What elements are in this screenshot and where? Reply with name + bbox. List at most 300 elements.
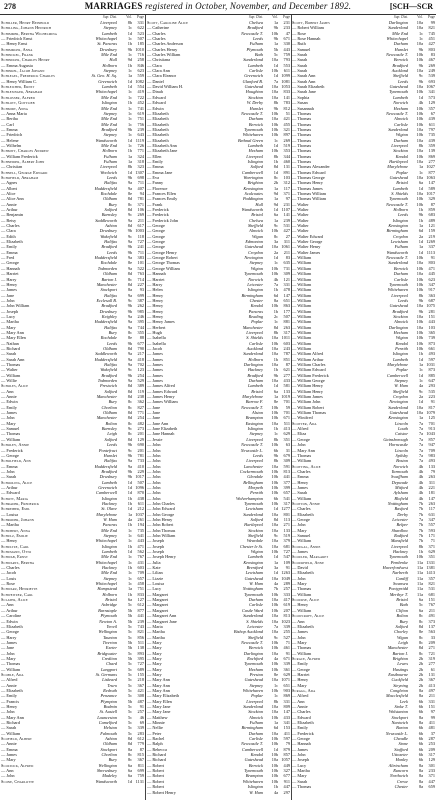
- entry-district: Chester: [394, 784, 408, 790]
- entry-page: 139: [428, 148, 435, 154]
- entry-page: 129: [428, 757, 435, 763]
- entry-name: — Willie: [1, 378, 17, 384]
- entry-volume: 10b: [271, 645, 278, 651]
- entry-volume: 8b: [127, 164, 132, 170]
- entry-district: Weardale: [246, 538, 263, 544]
- entry-page: 522: [137, 265, 144, 271]
- entry-district: Wandsworth: [386, 249, 408, 255]
- entry-page: 87: [139, 746, 144, 752]
- entry-district: Islington: [101, 543, 117, 549]
- entry-page: 201: [137, 447, 144, 453]
- entry-page: 379: [283, 538, 290, 544]
- entry-name: — Elizabeth: [292, 720, 314, 726]
- entry-name: — John William: [147, 533, 176, 538]
- entry-page: 631: [428, 511, 435, 517]
- entry-page: 194: [137, 522, 144, 528]
- entry-page: 309: [283, 271, 290, 277]
- entry-name: — Henry: [1, 281, 18, 287]
- entry-district: Sunderland: [243, 704, 263, 709]
- entry-district: Bolton: [105, 420, 117, 426]
- entry-name: — Mary: [147, 666, 162, 672]
- entry-name: — Thomas: [292, 110, 312, 116]
- entry-page: 63: [285, 442, 290, 448]
- entry-volume: 10b: [416, 287, 423, 293]
- entry-name: — Sarah Elizabeth: [292, 84, 325, 90]
- entry-page: 129: [428, 100, 435, 106]
- entry-volume: 10b: [416, 255, 423, 261]
- entry-page: 547: [283, 554, 290, 560]
- entry-page: 783: [283, 100, 290, 106]
- entry-name: — Hugh: [147, 329, 162, 335]
- entry-volume: 7a: [273, 78, 278, 84]
- entry-name: Schreiber, Emil: [1, 506, 30, 512]
- entry-district: Radford: [394, 533, 408, 538]
- entry-name: — Rachel: [147, 736, 165, 742]
- entry-name: — Friedrich Ernst: [1, 36, 33, 42]
- entry-name: — James: [147, 356, 163, 362]
- entry-name: — John: [147, 442, 161, 448]
- entry-name: — William: [292, 607, 312, 613]
- entry-district: Sheffield: [247, 533, 263, 538]
- entry-name: — Thomas William: [292, 191, 327, 196]
- entry-volume: 6b: [418, 752, 423, 758]
- entry-name: Scourse, Alice: [292, 597, 320, 603]
- entry-district: Leeds: [397, 78, 408, 84]
- entry-volume: 5c: [127, 661, 132, 667]
- entry-name: — George: [292, 666, 310, 672]
- entry-page: 88: [139, 335, 144, 341]
- entry-name: — Walter: [292, 212, 309, 218]
- entry-district: Bristol: [105, 597, 117, 603]
- entry-page: 1081: [281, 78, 290, 84]
- entry-volume: 10b: [271, 132, 278, 138]
- entry-name: Scholes, Alice: [1, 383, 29, 389]
- entry-page: 271: [283, 522, 290, 528]
- entry-name: — Annie: [1, 394, 17, 400]
- entry-district: Liskeard: [102, 677, 117, 683]
- entry-volume: 8b: [273, 698, 278, 704]
- entry-district: Altrincham: [388, 762, 408, 768]
- entry-district: Newcastle T.: [241, 404, 263, 410]
- entry-volume: 4b: [418, 474, 423, 480]
- entry-page: 711: [137, 180, 144, 186]
- entry-name: — Sophia: [292, 94, 310, 100]
- entry-page: 93: [139, 287, 144, 293]
- entry-page: 833: [283, 89, 290, 95]
- entry-page: 181: [428, 490, 435, 496]
- entry-volume: 8b: [273, 458, 278, 464]
- entry-page: 716: [137, 52, 144, 58]
- entry-district: Bradford: [101, 126, 117, 132]
- entry-district: Runcorn: [393, 768, 408, 774]
- entry-volume: 1b: [273, 426, 278, 432]
- entry-volume: 10a: [271, 613, 278, 619]
- entry-district: Dewsbury: [99, 474, 117, 480]
- entry-name: — Mary: [147, 671, 162, 677]
- entry-district: Clifton: [396, 607, 408, 613]
- entry-volume: 10b: [416, 89, 423, 95]
- entry-volume: 10a: [271, 345, 278, 351]
- entry-district: Brentford: [246, 565, 263, 571]
- entry-page: 362: [137, 399, 144, 405]
- entry-name: — Florence: [147, 185, 168, 191]
- entry-district: Newcastle T.: [241, 741, 263, 747]
- entry-page: 231: [283, 201, 290, 207]
- entry-name: — William: [292, 329, 312, 335]
- entry-name: — John: [1, 773, 15, 779]
- entry-page: 903: [283, 687, 290, 693]
- entry-page: 458: [137, 581, 144, 587]
- entry-volume: 8a: [418, 773, 423, 779]
- entry-district: Hackney: [247, 367, 263, 373]
- entry-page: 327: [283, 768, 290, 774]
- entry-page: 330: [283, 41, 290, 47]
- entry-volume: 10a: [416, 191, 423, 196]
- entry-district: Birmingham: [241, 292, 263, 298]
- entry-district: Pontefract: [98, 447, 117, 453]
- entry-volume: 8c: [127, 399, 132, 405]
- entry-page: 333: [283, 591, 290, 597]
- entry-name: — John Edward: [147, 506, 175, 512]
- entry-page: 239: [137, 618, 144, 624]
- entry-district: Leeds: [106, 442, 117, 448]
- entry-district: Stockport: [100, 746, 117, 752]
- entry-volume: 10a: [271, 89, 278, 95]
- column-right: [292, 15, 435, 800]
- entry-volume: 10b: [271, 468, 278, 474]
- entry-district: Gateshead: [244, 757, 263, 763]
- entry-district: Rochford: [247, 655, 263, 661]
- entry-district: Boston: [396, 458, 408, 464]
- entry-volume: 7b: [273, 586, 278, 592]
- entry-district: Kensington: [388, 415, 408, 421]
- entry-name: — Sarah Jane: [292, 89, 316, 95]
- entry-district: Whitechapel: [95, 538, 117, 544]
- entry-district: Leek: [399, 698, 408, 704]
- entry-page: 821: [428, 581, 435, 587]
- entry-page: 629: [428, 549, 435, 555]
- entry-page: 573: [428, 94, 435, 100]
- header-page: Page: [428, 15, 435, 19]
- entry-volume: 10b: [271, 271, 278, 277]
- entry-name: — Henry: [147, 297, 164, 303]
- entry-district: Wakefield: [100, 367, 117, 373]
- entry-district: Pembroke: [390, 559, 408, 565]
- entry-name: — Alice: [1, 191, 16, 196]
- entry-district: Liverpool: [246, 153, 263, 159]
- entry-district: Madeley: [102, 773, 117, 779]
- entry-volume: 4b: [418, 490, 423, 496]
- entry-volume: 7a: [418, 452, 423, 458]
- entry-page: 493: [428, 458, 435, 464]
- entry-name: — James William: [147, 399, 178, 405]
- entry-district: Wigton: [395, 335, 408, 341]
- entry-volume: 8a: [418, 720, 423, 726]
- entry-volume: 1b: [127, 62, 132, 68]
- entry-volume: 1d: [127, 549, 132, 555]
- entry-page: 643: [137, 132, 144, 138]
- entry-page: 1017: [135, 474, 144, 480]
- entry-volume: 1c: [127, 142, 132, 148]
- entry-district: Whitechapel: [95, 89, 117, 95]
- entry-name: Sclater, Alice: [1, 597, 28, 603]
- entry-district: Lambeth: [101, 549, 117, 555]
- entry-page: 339: [283, 623, 290, 629]
- entry-name: — Elizabeth: [147, 126, 169, 132]
- entry-district: Northwich: [389, 773, 408, 779]
- entry-name: — Joseph: [147, 549, 165, 555]
- entry-district: Bolton: [396, 613, 408, 619]
- entry-district: Hartlepool: [389, 158, 408, 164]
- entry-volume: 1c: [127, 538, 132, 544]
- entry-district: Norwich: [393, 463, 408, 469]
- entry-volume: 10a: [271, 57, 278, 63]
- entry-volume: 5c: [127, 671, 132, 677]
- entry-volume: 4a: [273, 655, 278, 661]
- entry-district: St. Pancras: [97, 41, 117, 47]
- entry-district: Gateshead: [244, 84, 263, 90]
- entry-volume: 5c: [127, 602, 132, 608]
- entry-volume: 1c: [273, 319, 278, 325]
- entry-volume: 5c: [127, 709, 132, 715]
- entry-page: 735: [428, 132, 435, 138]
- entry-district: Carlisle: [249, 602, 263, 608]
- entry-name: — Ellen: [147, 153, 162, 159]
- entry-volume: 10b: [271, 228, 278, 234]
- entry-name: — Lucy: [147, 586, 162, 592]
- entry-district: Bristol: [251, 212, 263, 218]
- entry-district: Newcastle T.: [241, 639, 263, 645]
- entry-district: Liverpool: [391, 142, 408, 148]
- entry-name: — Isabella: [147, 340, 166, 346]
- entry-volume: 6d: [273, 292, 278, 298]
- entry-district: Islington: [392, 217, 408, 223]
- entry-name: — Henry: [1, 704, 18, 709]
- entry-district: Whitechapel: [95, 559, 117, 565]
- entry-name: — Arthur: [1, 484, 18, 490]
- entry-name: — William: [292, 319, 312, 325]
- entry-volume: 9b: [127, 126, 132, 132]
- entry-district: St. Austell: [99, 709, 117, 715]
- entry-name: — James Henry: [147, 394, 175, 400]
- entry-page: 856: [137, 634, 144, 640]
- entry-name: Schlesinger, Abraham: [1, 89, 43, 95]
- header-volume: Vol.: [417, 15, 423, 19]
- entry-volume: 10a: [271, 538, 278, 544]
- entry-page: 141: [283, 94, 290, 100]
- entry-volume: 8d: [273, 164, 278, 170]
- entry-volume: 11a: [416, 575, 423, 581]
- entry-page: 87: [285, 362, 290, 367]
- entry-page: 877: [137, 607, 144, 613]
- entry-district: Croydon: [248, 249, 263, 255]
- entry-page: 877: [428, 169, 435, 175]
- entry-district: Huddersfield: [94, 255, 117, 261]
- entry-volume: 9c: [273, 634, 278, 640]
- entry-name: — William: [292, 324, 312, 330]
- entry-volume: 8e: [127, 191, 132, 196]
- entry-district: Carlisle: [249, 736, 263, 742]
- entry-page: 317: [428, 752, 435, 758]
- entry-name: — John: [1, 709, 15, 715]
- entry-district: Whitehaven: [242, 778, 263, 784]
- entry-page: 289: [283, 581, 290, 587]
- entry-volume: 8a: [418, 778, 423, 784]
- entry-page: 133: [283, 527, 290, 533]
- entry-volume: 1d: [273, 554, 278, 560]
- entry-name: — Martha: [147, 634, 165, 640]
- entry-page: 329: [428, 196, 435, 202]
- entry-district: Chard: [106, 661, 117, 667]
- entry-page: 493: [428, 351, 435, 357]
- entry-name: — Helen: [147, 287, 163, 293]
- entry-name: — Emily: [292, 661, 308, 667]
- entry-name: — Elizabeth: [292, 511, 314, 517]
- entry-district: Cuckfield: [391, 677, 408, 683]
- entry-volume: 9a: [127, 255, 132, 261]
- entry-name: — Emily: [1, 404, 17, 410]
- entry-name: — Walter James: [292, 249, 321, 255]
- entry-name: — Joseph: [147, 543, 165, 549]
- entry-volume: 8d: [127, 410, 132, 416]
- entry-volume: 10a: [271, 730, 278, 736]
- entry-district: Fulham: [249, 41, 263, 47]
- entry-volume: 8b: [418, 142, 423, 148]
- entry-volume: 2b: [418, 671, 423, 677]
- entry-district: Bradford: [392, 62, 408, 68]
- entry-name: — Mary: [1, 324, 16, 330]
- entry-page: 581: [283, 383, 290, 389]
- entry-volume: 10b: [271, 265, 278, 271]
- entry-volume: 8d: [127, 736, 132, 742]
- entry-page: 881: [283, 319, 290, 325]
- entry-district: Lambeth: [247, 142, 263, 148]
- entry-volume: 1a: [127, 73, 132, 79]
- entry-page: 519: [283, 533, 290, 538]
- entry-name: — William: [292, 265, 312, 271]
- entry-name: — Joseph: [1, 308, 19, 314]
- entry-name: — William: [292, 308, 312, 314]
- entry-volume: 6b: [273, 495, 278, 501]
- entry-volume: 10a: [271, 335, 278, 341]
- entry-page: 651: [283, 297, 290, 303]
- entry-page: 331: [137, 20, 144, 25]
- entry-district: Tynemouth: [389, 89, 408, 95]
- entry-district: Brighton: [247, 180, 263, 186]
- entry-name: — Daniel: [147, 78, 164, 84]
- entry-name: — Mary: [292, 682, 307, 688]
- entry-page: 985: [137, 308, 144, 314]
- entry-district: Liverpool: [246, 329, 263, 335]
- entry-volume: 10b: [271, 126, 278, 132]
- entry-volume: 7a: [418, 431, 423, 437]
- entry-page: 363: [428, 292, 435, 298]
- entry-volume: 10a: [271, 709, 278, 715]
- entry-district: Carlisle: [249, 340, 263, 346]
- entry-volume: 10b: [271, 773, 278, 779]
- entry-district: Newcastle T.: [386, 255, 408, 261]
- entry-volume: 10b: [271, 474, 278, 480]
- entry-district: Holborn: [248, 356, 263, 362]
- entry-district: Fulham: [249, 720, 263, 726]
- entry-volume: 9b: [273, 452, 278, 458]
- page-number: 278: [4, 2, 16, 11]
- entry-volume: 10b: [416, 340, 423, 346]
- entry-district: Hackney: [101, 500, 117, 506]
- entry-volume: 10a: [416, 68, 423, 74]
- entry-district: Salford: [104, 388, 117, 394]
- entry-volume: 1d: [127, 778, 132, 784]
- entry-name: — John: [147, 474, 161, 480]
- entry-page: 367: [137, 757, 144, 763]
- title-word: MARRIAGES: [84, 1, 143, 11]
- entry-name: — Mary: [292, 581, 307, 587]
- entry-page: 1019: [281, 394, 290, 400]
- entry-district: Manchester: [387, 645, 408, 651]
- entry-name: — Harriet: [292, 671, 310, 677]
- entry-district: Birmingham: [386, 228, 408, 234]
- entry-volume: 11a: [416, 570, 423, 576]
- entry-district: Wellington: [98, 762, 117, 768]
- entry-name: — Henry: [147, 292, 164, 298]
- entry-page: 293: [428, 383, 435, 389]
- entry-volume: 9c: [127, 212, 132, 218]
- entry-volume: 10b: [416, 281, 423, 287]
- entry-page: 751: [137, 116, 144, 122]
- entry-page: 155: [137, 671, 144, 677]
- entry-volume: 1d: [127, 84, 132, 90]
- entry-name: — Jessie: [147, 436, 163, 442]
- entry-volume: 9b: [418, 62, 423, 68]
- entry-name: — Harriet: [147, 276, 165, 282]
- entry-district: Islington: [101, 495, 117, 501]
- entry-district: Alston: [252, 410, 263, 416]
- entry-volume: 8e: [273, 671, 278, 677]
- entry-page: 177: [283, 308, 290, 314]
- entry-name: — Jane Ann: [147, 420, 169, 426]
- entry-name: — James: [147, 367, 163, 373]
- entry-volume: 10b: [271, 148, 278, 154]
- entry-district: Launceston: [97, 714, 117, 720]
- entry-name: — Jane: [1, 292, 15, 298]
- entry-district: Sunderland: [388, 260, 408, 266]
- entry-name: — John Robert: [147, 522, 174, 528]
- entry-page: 311: [428, 479, 435, 485]
- entry-district: Leicester: [392, 516, 408, 522]
- entry-page: 619: [283, 602, 290, 608]
- entry-volume: 2b: [418, 677, 423, 683]
- entry-volume: 8b: [418, 543, 423, 549]
- entry-name: — Thomas: [292, 153, 312, 159]
- entry-volume: 10a: [416, 260, 423, 266]
- entry-district: Poplar: [251, 319, 263, 325]
- entry-district: Sunderland: [388, 404, 408, 410]
- entry-page: 811: [137, 762, 144, 768]
- entry-volume: 5c: [127, 634, 132, 640]
- entry-district: Sheffield: [247, 223, 263, 229]
- entry-name: — Sarah: [1, 351, 17, 357]
- entry-district: Holborn: [393, 207, 408, 213]
- entry-district: Spilsby: [395, 452, 408, 458]
- entry-name: — William Alfred: [292, 351, 324, 357]
- entry-page: 271: [428, 645, 435, 651]
- entry-name: — William: [292, 591, 312, 597]
- entry-district: Sunderland: [243, 613, 263, 619]
- entry-district: Durham: [393, 137, 408, 143]
- entry-volume: 5c: [127, 650, 132, 656]
- column-left: [1, 15, 144, 800]
- entry-name: — Richard: [1, 720, 20, 726]
